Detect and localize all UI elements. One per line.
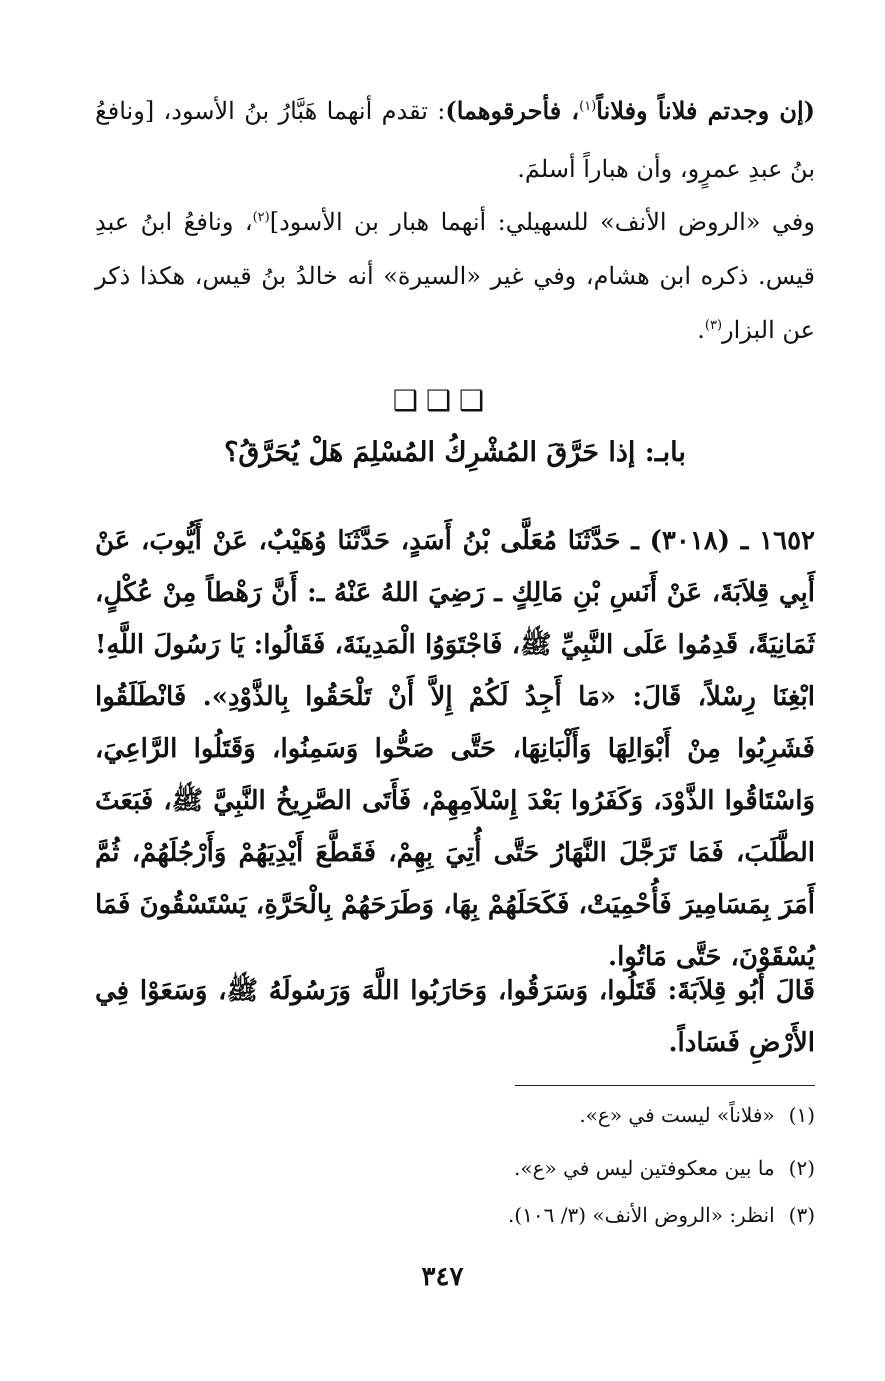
footnote-text: انظر: «الروض الأنف» (٣/ ١٠٦). — [507, 1203, 775, 1227]
footnote-2 — [95, 1156, 815, 1180]
chapter-title: : إذا حَرَّقَ المُشْرِكُ المُسْلِمَ هَلْ يُحَرَّقُ؟ — [224, 437, 655, 468]
footnote-number: (٢) — [788, 1156, 815, 1180]
footnote-text: ما بين معكوفتين ليس في «ع». — [513, 1156, 775, 1180]
quoted-phrase: (إن وجدتم فلاناً وفلاناً — [596, 96, 815, 125]
commentary-text-2a: وفي «الروض الأنف» للسهيلي: أنهما هبار بن الأسود] — [269, 208, 815, 236]
commentary-text-2c: . — [697, 316, 705, 344]
footnote-ref-3: (٣) — [704, 318, 723, 333]
chapter-heading — [95, 437, 815, 468]
footnote-ref-1: (١) — [579, 99, 597, 114]
abu-qilaba-statement: قَالَ أَبُو قِلاَبَةَ: قَتَلُوا، وَسَرَقُوا، وَحَارَبُوا اللَّهَ وَرَسُولَهُ ﷺ، وَسَعَوْا فِي الأَرْضِ فَسَاداً. — [95, 976, 815, 1058]
quoted-phrase-end: ، فأحرقوهما) — [445, 96, 580, 125]
commentary-paragraph-1 — [95, 82, 815, 198]
page-number: ٣٤٧ — [421, 1262, 464, 1292]
footnote-1 — [95, 1103, 815, 1127]
commentary-paragraph-2 — [95, 195, 815, 357]
footnote-number: (٣) — [788, 1203, 815, 1227]
footnote-separator — [515, 1085, 815, 1086]
footnote-3 — [95, 1203, 815, 1227]
footnote-ref-2: (٢) — [252, 210, 270, 225]
footnote-text: «فلاناً» ليست في «ع». — [579, 1103, 775, 1127]
hadith-text: ١٦٥٢ ـ (٣٠١٨) ـ حَدَّثَنَا مُعَلَّى بْنُ أَسَدٍ، حَدَّثَنَا وُهَيْبٌ، عَنْ أَيُّوبَ، عَنْ أَبِي قِلاَبَةَ، عَنْ أَنَسِ بْنِ مَالِكٍ ـ رَضِيَ اللهُ عَنْهُ ـ: أَنَّ رَهْطاً مِنْ عُكْلٍ، ثَمَانِيَةً، قَدِمُوا عَلَى النَّبِيِّ ﷺ، فَاجْتَوَوُا الْمَدِينَةَ، فَقَالُوا: يَا رَسُولَ اللَّهِ! ابْغِنَا رِسْلاً، قَالَ: «مَا أَجِدُ لَكُمْ إِلاَّ أَنْ تَلْحَقُوا بِالذَّوْدِ». فَانْطَلَقُوا فَشَرِبُوا مِنْ أَبْوَالِهَا وَأَلْبَانِهَا، حَتَّى صَحُّوا وَسَمِنُوا، وَقَتَلُوا الرَّاعِيَ، وَاسْتَاقُوا الذَّوْدَ، وَكَفَرُوا بَعْدَ إِسْلاَمِهِمْ، فَأَتَى الصَّرِيخُ النَّبِيَّ ﷺ، فَبَعَثَ الطَّلَبَ، فَمَا تَرَجَّلَ النَّهَارُ حَتَّى أُتِيَ بِهِمْ، فَقَطَّعَ أَيْدِيَهُمْ وَأَرْجُلَهُمْ، ثُمَّ أَمَرَ بِمَسَامِيرَ فَأُحْمِيَتْ، فَكَحَلَهُمْ بِهَا، وَطَرَحَهُمْ بِالْحَرَّةِ، يَسْتَسْقُونَ فَمَا يُسْقَوْنَ، حَتَّى مَاتُوا. — [95, 526, 816, 972]
footnote-number: (١) — [788, 1103, 815, 1127]
section-divider-ornament: ❑❑❑ — [392, 384, 493, 417]
chapter-label: بابـ — [654, 437, 686, 468]
commentary-text-2b: ، ونافعُ ابنُ عبدِ قيس. ذكره ابن هشام، وفي غير «السيرة» أنه خالدُ بنُ قيس، هكذا ذكر عن البزار — [95, 208, 815, 344]
commentary-text-1: : تقدم أنهما هَبَّارُ بنُ الأسود، [ونافعُ بنُ عبدِ عمرٍو، وأن هباراً أسلمَ. — [95, 97, 815, 183]
